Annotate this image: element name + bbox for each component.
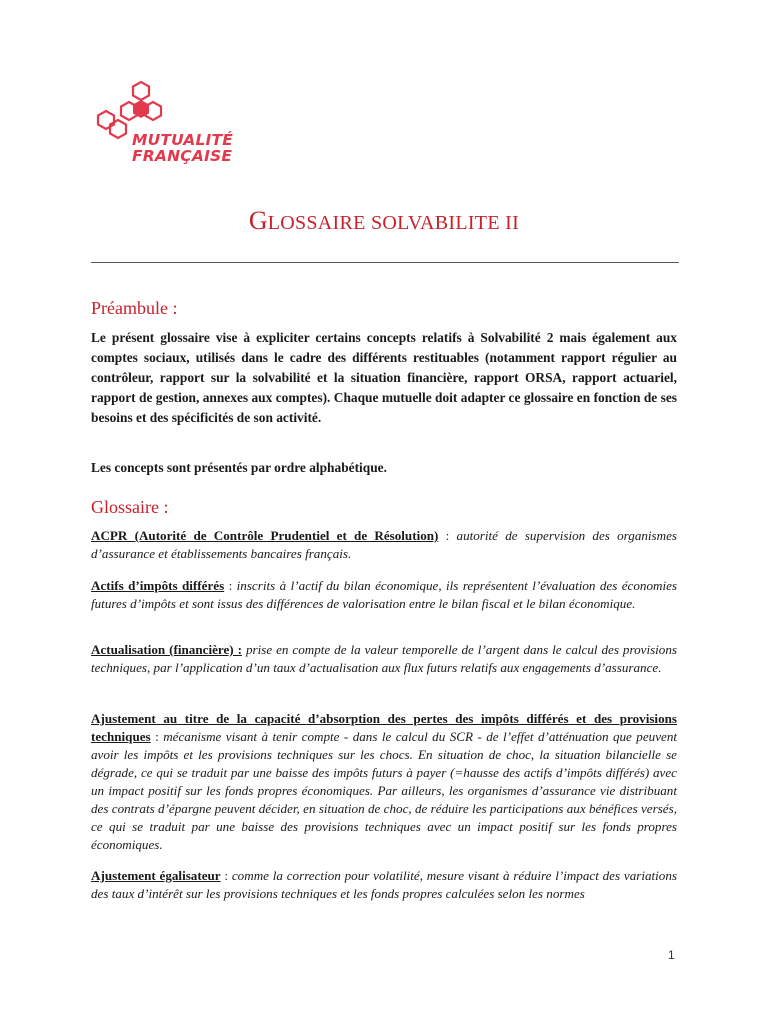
glossary-separator: :: [220, 868, 232, 883]
title-first-letter: G: [248, 206, 268, 235]
glossary-definition: comme la correction pour volatilité, mesure visant à réduire l’impact des variations des taux d’intérêt sur les provisions techniques et les fonds propres calculées selon les normes: [91, 868, 677, 901]
glossary-definition: autorité de supervision des organismes d’assurance et établissements bancaires français.: [91, 528, 678, 561]
preambule-heading: Préambule :: [91, 298, 178, 318]
logo-line-2: FRANÇAISE: [132, 147, 233, 165]
mutualite-francaise-logo: [96, 80, 236, 172]
preambule-note: Les concepts sont présentés par ordre alphabétique.: [91, 460, 387, 475]
title-divider: [91, 262, 679, 263]
glossary-term: Actualisation (financière) :: [91, 642, 242, 657]
glossaire-heading: Glossaire :: [91, 497, 169, 517]
title-rest: LOSSAIRE SOLVABILITE II: [267, 212, 520, 234]
preambule-paragraph: Le présent glossaire vise à expliciter certains concepts relatifs à Solvabilité 2 mais également aux comptes sociaux, utilisés dans le cadre des différents restituables (notamment rapport régulier au contrôleur, rapport sur la solvabilité et la situation financière, rapport ORSA, rapport actuariel, rapport de gestion, annexes aux comptes). Chaque mutuelle doit adapter ce glossaire en fonction de ses besoins et des spécificités de son activité.: [91, 330, 677, 425]
glossary-entry: [91, 527, 677, 563]
glossary-entry: [91, 867, 677, 903]
glossary-definition: prise en compte de la valeur temporelle de l’argent dans le calcul des provisions techniques, par l’application d’un taux d’actualisation aux flux futurs relatifs aux engagements d’assurance.: [91, 642, 678, 675]
glossary-entry: [91, 577, 677, 613]
glossary-term: Ajustement au titre de la capacité d’absorption des pertes des impôts différés et des provisions techniques: [91, 711, 677, 744]
glossary-definition: inscrits à l’actif du bilan économique, ils représentent l’évaluation des économies futures d’impôts et sont issus des différences de valorisation entre le bilan fiscal et le bilan économique.: [91, 578, 677, 611]
logo-line-1: MUTUALITÉ: [132, 131, 234, 149]
glossary-separator: :: [150, 729, 164, 744]
glossary-separator: :: [438, 528, 457, 543]
glossary-separator: :: [224, 578, 237, 593]
glossary-definition: mécanisme visant à tenir compte - dans le calcul du SCR - de l’effet d’atténuation que peuvent avoir les impôts et les provisions techniques sur les chocs. En situation de choc, la situation bilancielle se dégrade, ce qui se traduit par une baisse des impôts futurs à payer (=hausse des actifs d’impôts différés) avec un impact positif sur les fonds propres économiques. Par ailleurs, les organismes d’assurance vie distribuant des contrats d’épargne peuvent décider, en situation de choc, de réduire les participations aux bénéfices versés, ce qui se traduit par une baisse des provisions techniques avec un impact positif sur les fonds propres économiques.: [91, 729, 678, 852]
glossary-term: Actifs d’impôts différés: [91, 578, 225, 593]
glossary-term: Ajustement égalisateur: [91, 868, 221, 883]
glossary-entry: [91, 710, 677, 854]
page-number: 1: [668, 948, 675, 962]
logo-wordmark: [132, 132, 233, 164]
page-title: [0, 206, 768, 238]
glossary-term: ACPR (Autorité de Contrôle Prudentiel et de Résolution): [91, 528, 439, 543]
glossary-entry: [91, 641, 677, 677]
